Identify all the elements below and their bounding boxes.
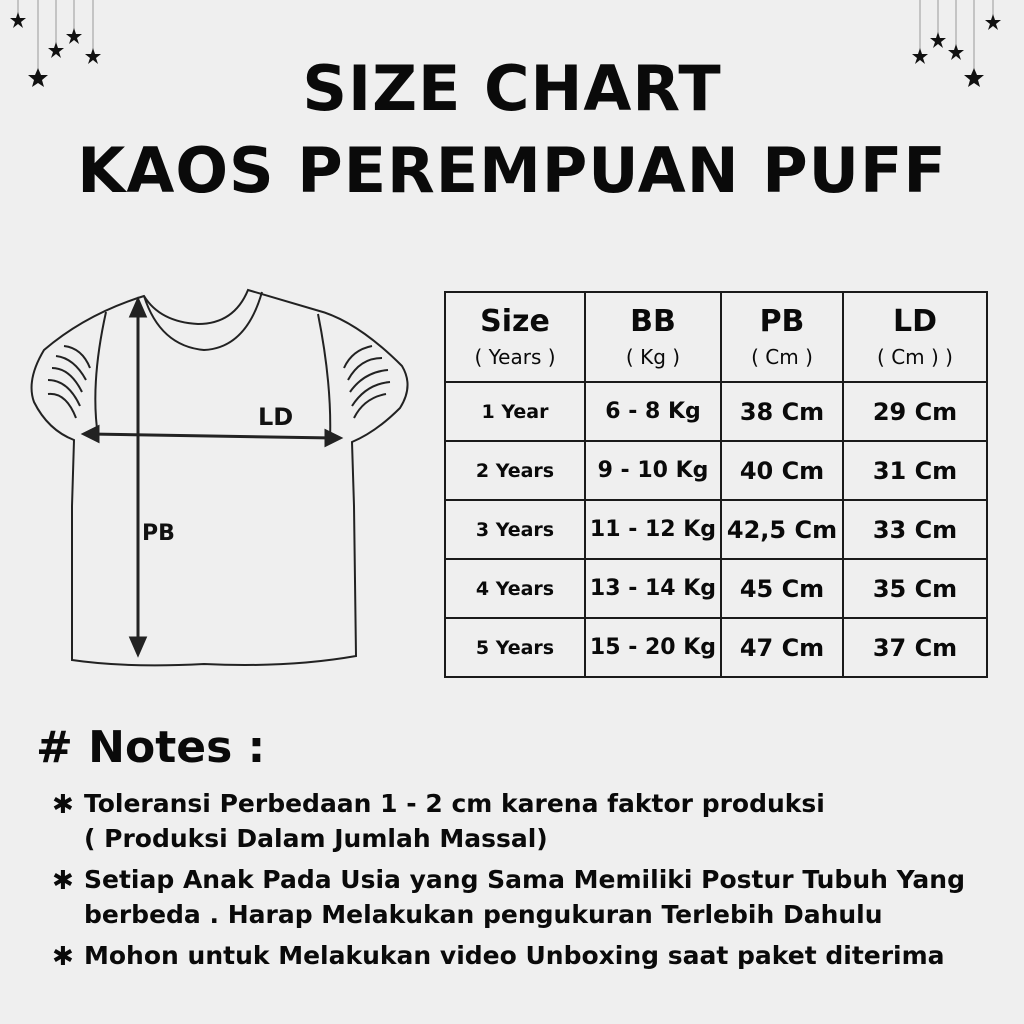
- table-row: [445, 382, 987, 441]
- cell-pb: 40 Cm: [721, 441, 843, 500]
- cell-bb: 15 - 20 Kg: [585, 618, 721, 677]
- notes-list: [52, 786, 1012, 979]
- table-row: [445, 500, 987, 559]
- star-icon: [985, 14, 1001, 30]
- tshirt-collar: [144, 292, 262, 350]
- size-chart-table: [444, 291, 988, 678]
- cell-ld: 35 Cm: [843, 559, 987, 618]
- cell-bb: 6 - 8 Kg: [585, 382, 721, 441]
- list-item: ✱ Mohon untuk Melakukan video Unboxing saat paket diterima: [52, 938, 1012, 973]
- list-item: ✱ Setiap Anak Pada Usia yang Sama Memiliki Postur Tubuh Yang berbeda . Harap Melakukan pengukuran Terlebih Dahulu: [52, 865, 965, 929]
- header-size: Size ( Years ): [445, 292, 585, 382]
- page-title: SIZE CHART: [302, 52, 722, 125]
- header-ld: LD ( Cm ) ): [843, 292, 987, 382]
- table-row: [445, 441, 987, 500]
- header-pb: PB ( Cm ): [721, 292, 843, 382]
- cell-size: 2 Years: [445, 441, 585, 500]
- cell-size: 5 Years: [445, 618, 585, 677]
- cell-pb: 38 Cm: [721, 382, 843, 441]
- star-icon: [10, 12, 26, 28]
- cell-size: 4 Years: [445, 559, 585, 618]
- asterisk-bullet-icon: ✱: [52, 790, 74, 820]
- ld-label: LD: [258, 403, 294, 431]
- table-header-row: [445, 292, 987, 382]
- table-row: [445, 559, 987, 618]
- pb-label: PB: [142, 521, 175, 546]
- cell-bb: 9 - 10 Kg: [585, 441, 721, 500]
- cell-size: 3 Years: [445, 500, 585, 559]
- cell-size: 1 Year: [445, 382, 585, 441]
- cell-pb: 47 Cm: [721, 618, 843, 677]
- page-subtitle: KAOS PEREMPUAN PUFF: [77, 134, 947, 207]
- asterisk-bullet-icon: ✱: [52, 942, 74, 972]
- star-icon: [930, 32, 946, 48]
- cell-ld: 31 Cm: [843, 441, 987, 500]
- table-row: [445, 618, 987, 677]
- tshirt-measurement-diagram: [26, 284, 416, 674]
- cell-pb: 42,5 Cm: [721, 500, 843, 559]
- cell-ld: 37 Cm: [843, 618, 987, 677]
- list-item: ✱ Toleransi Perbedaan 1 - 2 cm karena faktor produksi ( Produksi Dalam Jumlah Massal): [52, 789, 825, 853]
- cell-bb: 13 - 14 Kg: [585, 559, 721, 618]
- star-icon: [66, 28, 82, 44]
- notes-heading: # Notes :: [36, 722, 266, 773]
- cell-ld: 29 Cm: [843, 382, 987, 441]
- header-bb: BB ( Kg ): [585, 292, 721, 382]
- cell-bb: 11 - 12 Kg: [585, 500, 721, 559]
- cell-ld: 33 Cm: [843, 500, 987, 559]
- cell-pb: 45 Cm: [721, 559, 843, 618]
- asterisk-bullet-icon: ✱: [52, 866, 74, 896]
